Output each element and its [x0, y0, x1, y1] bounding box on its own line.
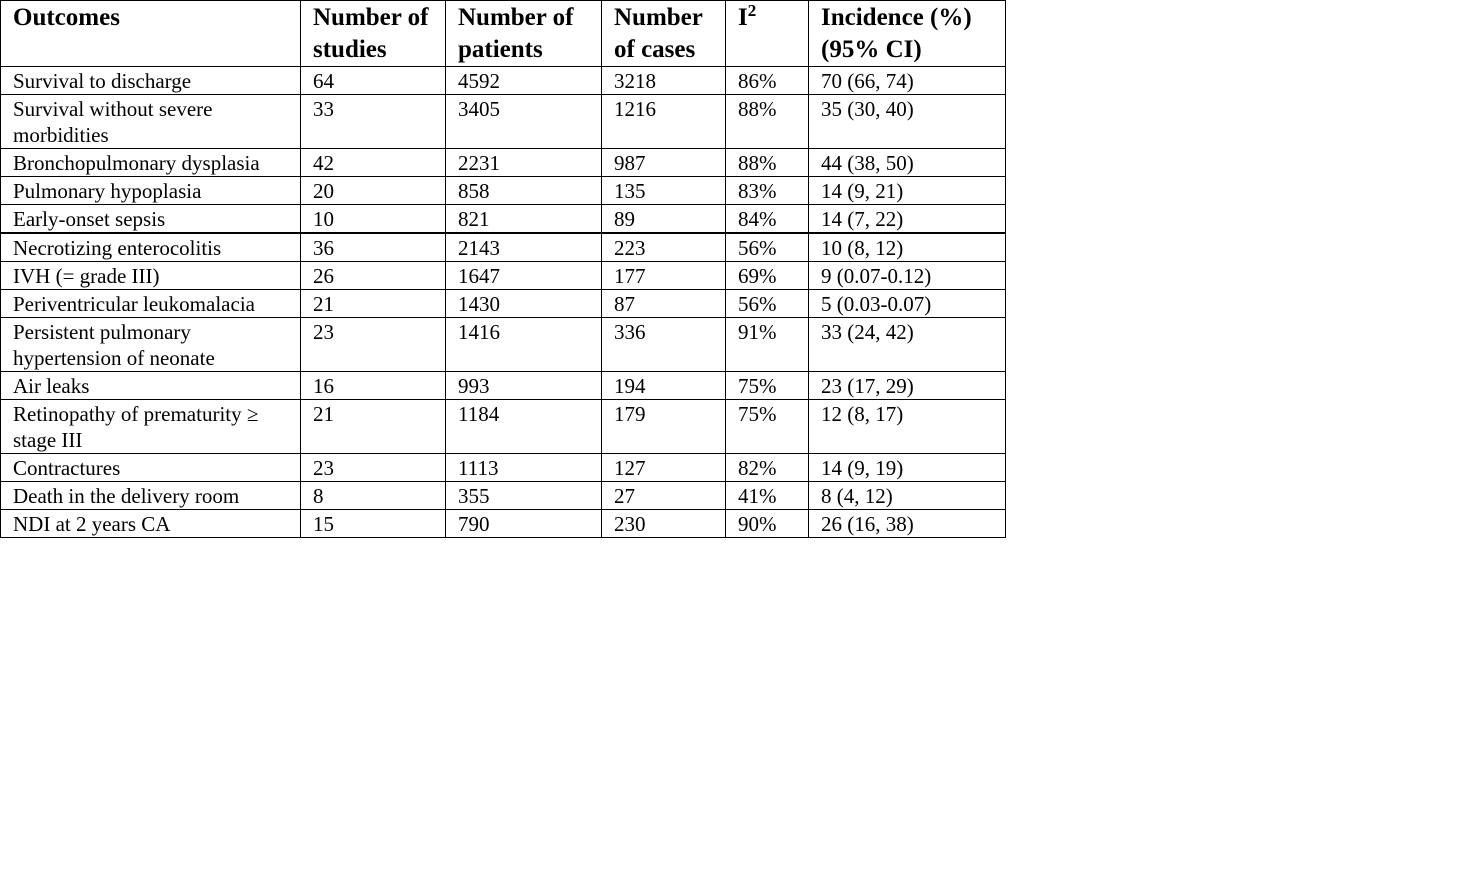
cell-cases: 27 [602, 482, 726, 510]
cell-i-squared: 90% [726, 510, 809, 538]
outcomes-table-container [0, 0, 1006, 538]
table-row [1, 149, 1006, 177]
cell-cases: 230 [602, 510, 726, 538]
header-i-squared [726, 1, 809, 67]
cell-studies: 26 [301, 262, 446, 290]
cell-incidence: 10 (8, 12) [809, 233, 1006, 262]
header-number-of-cases: Number of cases [602, 1, 726, 67]
cell-patients: 1416 [446, 318, 602, 372]
cell-incidence: 35 (30, 40) [809, 95, 1006, 149]
cell-cases: 194 [602, 372, 726, 400]
cell-incidence: 9 (0.07-0.12) [809, 262, 1006, 290]
header-incidence: Incidence (%) (95% CI) [809, 1, 1006, 67]
header-outcomes: Outcomes [1, 1, 301, 67]
cell-studies: 42 [301, 149, 446, 177]
cell-outcome: Persistent pulmonary hypertension of neonate [1, 318, 301, 372]
table-row [1, 510, 1006, 538]
cell-patients: 821 [446, 205, 602, 234]
cell-patients: 1113 [446, 454, 602, 482]
cell-outcome: Bronchopulmonary dysplasia [1, 149, 301, 177]
cell-patients: 1430 [446, 290, 602, 318]
table-row [1, 233, 1006, 262]
cell-studies: 10 [301, 205, 446, 234]
cell-cases: 1216 [602, 95, 726, 149]
cell-studies: 36 [301, 233, 446, 262]
cell-incidence: 26 (16, 38) [809, 510, 1006, 538]
table-row [1, 177, 1006, 205]
cell-studies: 21 [301, 400, 446, 454]
cell-i-squared: 75% [726, 372, 809, 400]
cell-incidence: 14 (7, 22) [809, 205, 1006, 234]
cell-incidence: 33 (24, 42) [809, 318, 1006, 372]
cell-i-squared: 88% [726, 149, 809, 177]
cell-studies: 20 [301, 177, 446, 205]
cell-outcome: Death in the delivery room [1, 482, 301, 510]
cell-patients: 4592 [446, 67, 602, 95]
table-body [1, 67, 1006, 538]
cell-outcome: Pulmonary hypoplasia [1, 177, 301, 205]
header-number-of-patients: Number of patients [446, 1, 602, 67]
cell-cases: 177 [602, 262, 726, 290]
table-row [1, 372, 1006, 400]
cell-outcome: Periventricular leukomalacia [1, 290, 301, 318]
cell-patients: 858 [446, 177, 602, 205]
header-number-of-studies: Number of studies [301, 1, 446, 67]
cell-incidence: 5 (0.03-0.07) [809, 290, 1006, 318]
cell-cases: 987 [602, 149, 726, 177]
cell-cases: 127 [602, 454, 726, 482]
cell-incidence: 8 (4, 12) [809, 482, 1006, 510]
cell-patients: 3405 [446, 95, 602, 149]
cell-i-squared: 83% [726, 177, 809, 205]
cell-studies: 15 [301, 510, 446, 538]
table-row [1, 400, 1006, 454]
cell-i-squared: 84% [726, 205, 809, 234]
cell-outcome: Survival without severe morbidities [1, 95, 301, 149]
header-i-label: I [738, 4, 748, 31]
table-row [1, 482, 1006, 510]
cell-outcome: Necrotizing enterocolitis [1, 233, 301, 262]
cell-patients: 993 [446, 372, 602, 400]
cell-studies: 64 [301, 67, 446, 95]
cell-patients: 1647 [446, 262, 602, 290]
table-row [1, 290, 1006, 318]
cell-incidence: 70 (66, 74) [809, 67, 1006, 95]
cell-patients: 2143 [446, 233, 602, 262]
cell-i-squared: 41% [726, 482, 809, 510]
cell-outcome: IVH (= grade III) [1, 262, 301, 290]
cell-i-squared: 86% [726, 67, 809, 95]
cell-incidence: 14 (9, 19) [809, 454, 1006, 482]
cell-cases: 179 [602, 400, 726, 454]
cell-i-squared: 75% [726, 400, 809, 454]
cell-incidence: 23 (17, 29) [809, 372, 1006, 400]
table-row [1, 454, 1006, 482]
table-row [1, 95, 1006, 149]
cell-studies: 16 [301, 372, 446, 400]
cell-outcome: Air leaks [1, 372, 301, 400]
cell-i-squared: 56% [726, 290, 809, 318]
cell-studies: 23 [301, 454, 446, 482]
outcomes-table [0, 0, 1006, 538]
cell-studies: 33 [301, 95, 446, 149]
cell-cases: 336 [602, 318, 726, 372]
cell-studies: 23 [301, 318, 446, 372]
cell-incidence: 14 (9, 21) [809, 177, 1006, 205]
cell-patients: 2231 [446, 149, 602, 177]
cell-outcome: Survival to discharge [1, 67, 301, 95]
table-row [1, 67, 1006, 95]
cell-incidence: 44 (38, 50) [809, 149, 1006, 177]
cell-outcome: Retinopathy of prematurity ≥ stage III [1, 400, 301, 454]
cell-i-squared: 56% [726, 233, 809, 262]
cell-studies: 21 [301, 290, 446, 318]
cell-cases: 223 [602, 233, 726, 262]
cell-patients: 1184 [446, 400, 602, 454]
cell-i-squared: 82% [726, 454, 809, 482]
cell-cases: 87 [602, 290, 726, 318]
cell-i-squared: 69% [726, 262, 809, 290]
cell-outcome: Contractures [1, 454, 301, 482]
cell-i-squared: 91% [726, 318, 809, 372]
table-row [1, 318, 1006, 372]
table-row [1, 262, 1006, 290]
table-header-row [1, 1, 1006, 67]
cell-studies: 8 [301, 482, 446, 510]
cell-i-squared: 88% [726, 95, 809, 149]
cell-patients: 355 [446, 482, 602, 510]
cell-outcome: Early-onset sepsis [1, 205, 301, 234]
cell-cases: 89 [602, 205, 726, 234]
cell-cases: 135 [602, 177, 726, 205]
cell-outcome: NDI at 2 years CA [1, 510, 301, 538]
table-row [1, 205, 1006, 234]
cell-cases: 3218 [602, 67, 726, 95]
cell-patients: 790 [446, 510, 602, 538]
header-i-superscript: 2 [747, 1, 757, 20]
cell-incidence: 12 (8, 17) [809, 400, 1006, 454]
